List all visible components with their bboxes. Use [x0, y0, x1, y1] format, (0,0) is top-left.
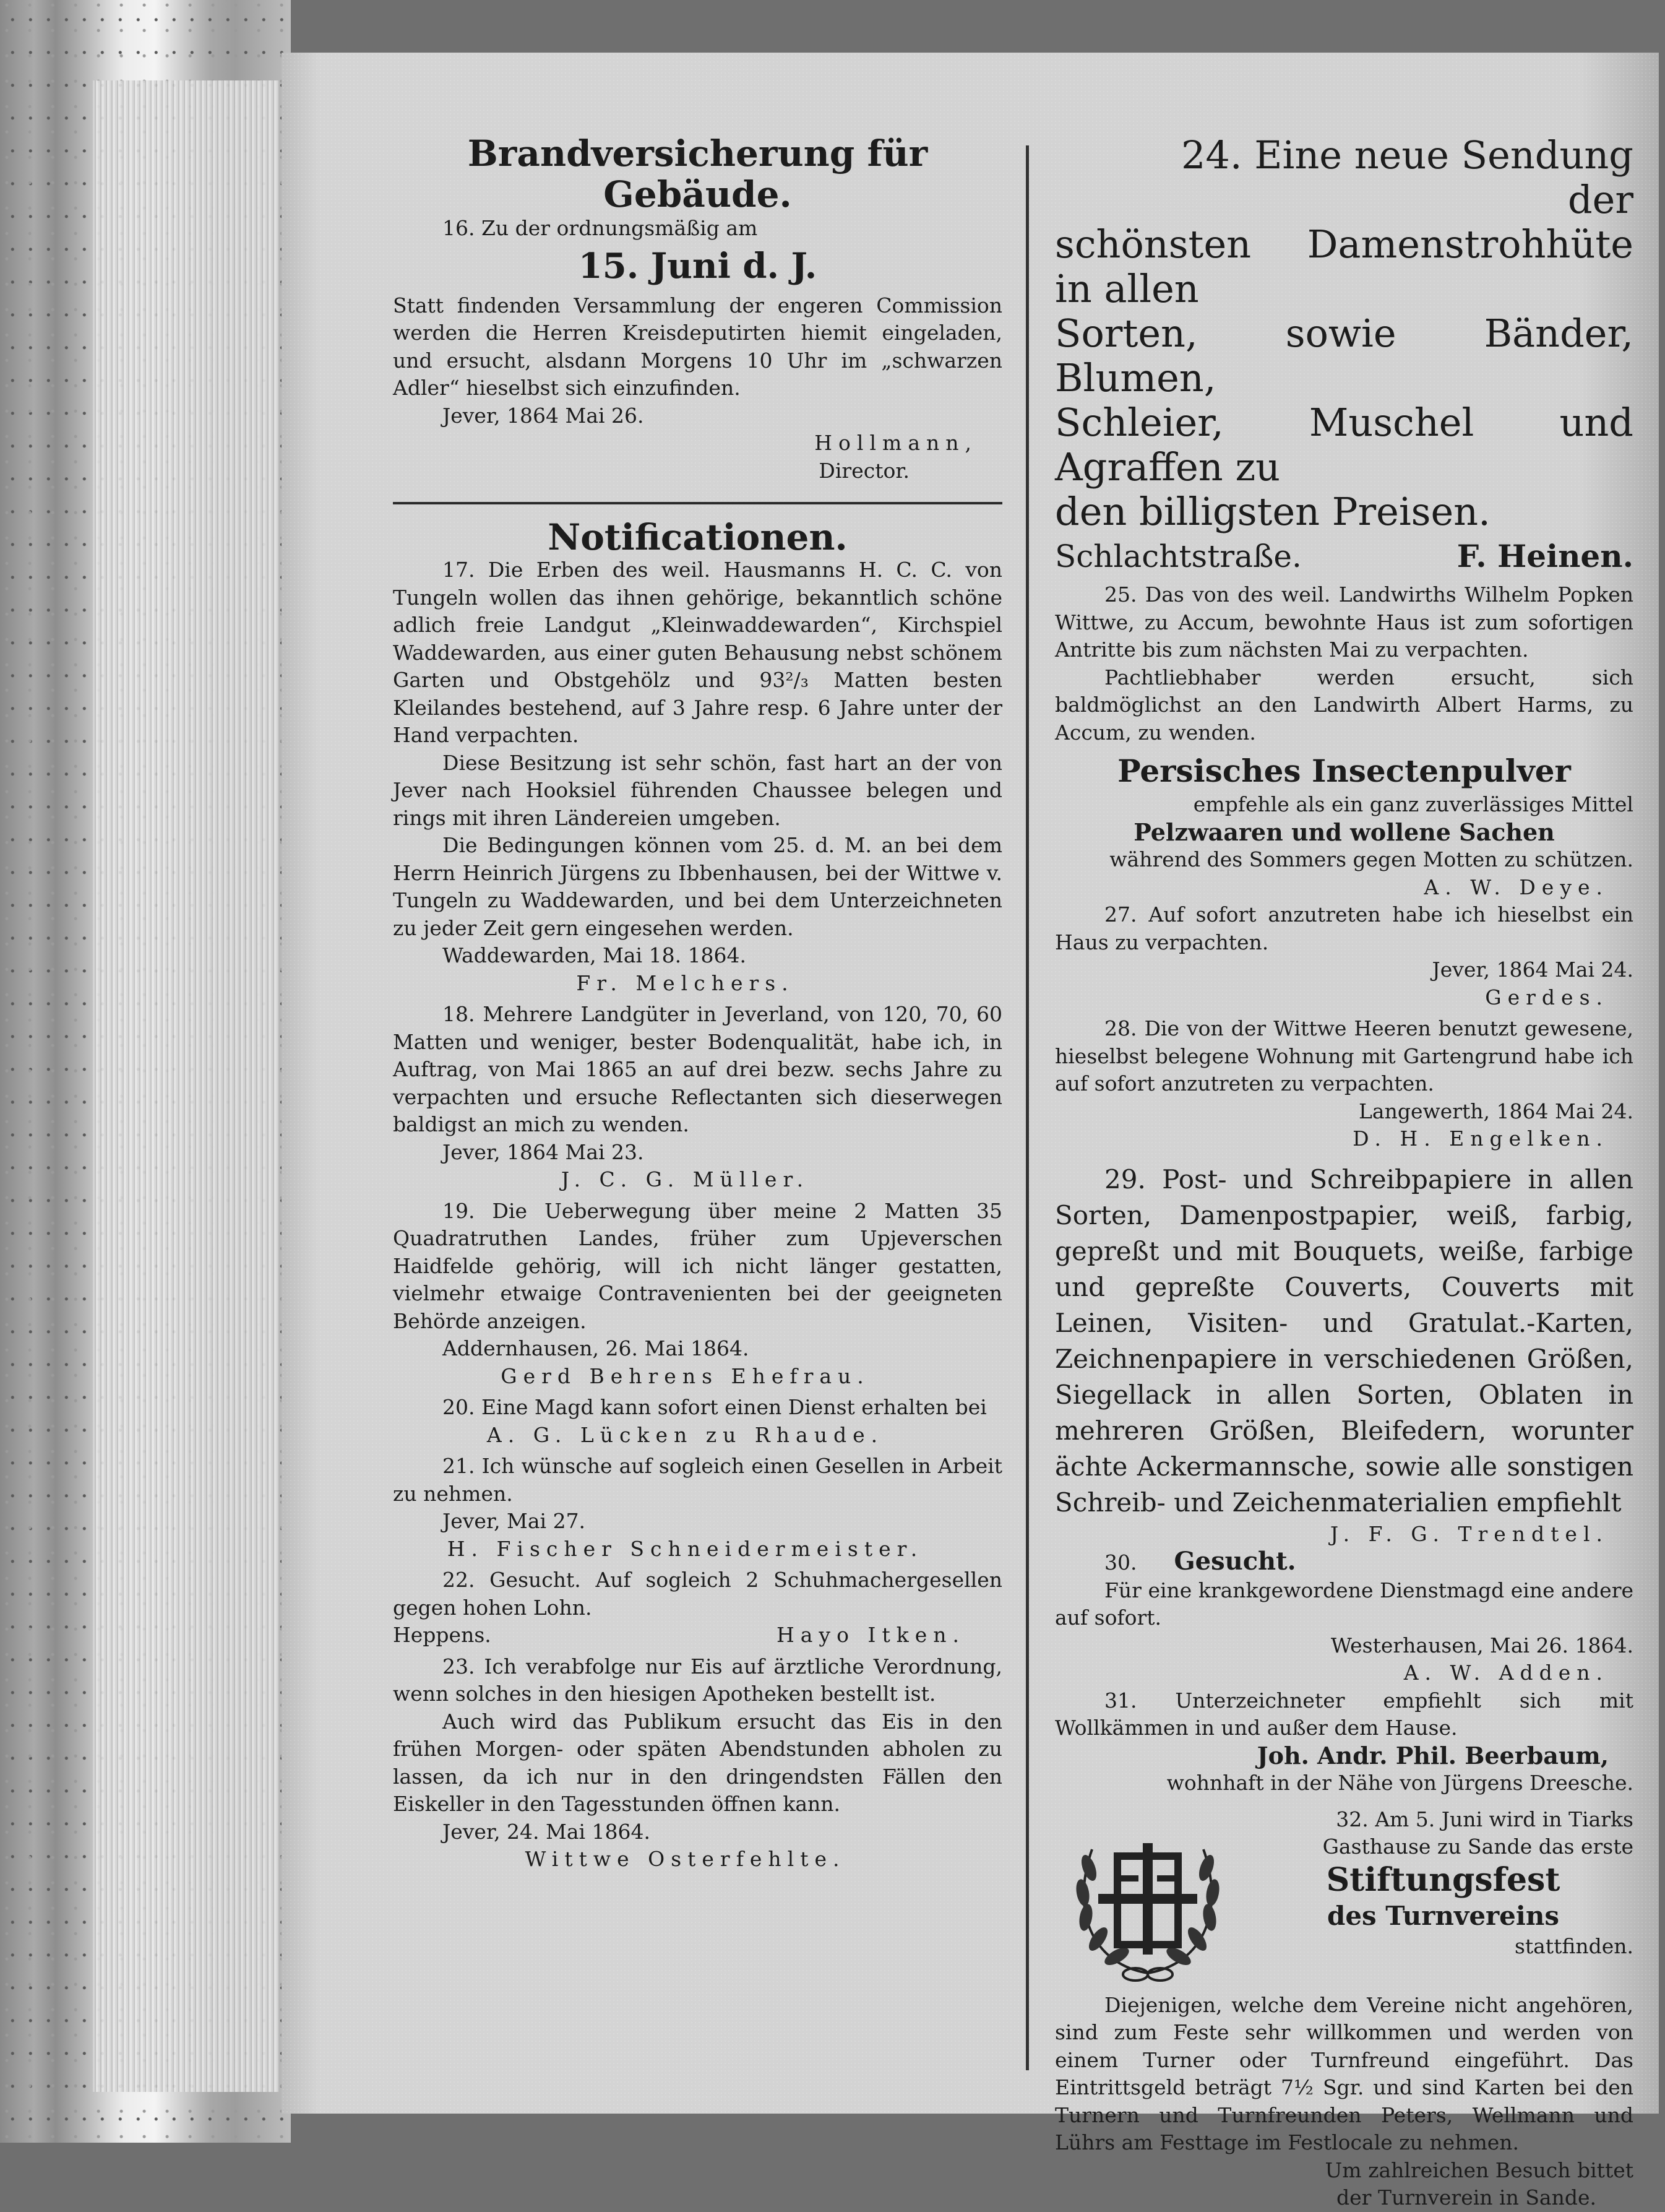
notice-20-p1: 20. Eine Magd kann sofort einen Dienst erhalten bei	[442, 1395, 987, 1419]
right-column	[1055, 133, 1633, 2212]
section-rule	[393, 502, 1002, 504]
notice-18-p1: 18. Mehrere Landgüter in Jeverland, von 120, 70, 60 Matten und weniger, bester Bodenqualität, habe ich, in Auftrag, von Mai 1865 an auf drei bezw. sechs Jahre zu verpachten und ersuche Reflectanten sich dieserwegen baldigst an mich zu wenden.	[393, 1002, 1002, 1136]
notice-18-place-date: Jever, 1864 Mai 23.	[442, 1139, 644, 1164]
notice-24-line-5: den billigsten Preisen.	[1055, 489, 1491, 534]
notice-32-intro-2: Gasthause zu Sande das erste	[1322, 1834, 1633, 1859]
notice-24-line-4: Schleier, Muschel und Agraffen zu	[1055, 400, 1633, 490]
notice-32-signer: der Turnverein in Sande.	[1336, 2185, 1596, 2210]
newspaper-page	[282, 53, 1659, 2210]
turner-wreath-emblem-icon	[1055, 1806, 1241, 1992]
notice-17-signer: Fr. Melchers.	[576, 970, 794, 995]
notice-16-date: 15. Juni d. J.	[578, 245, 817, 287]
section-title-brandversicherung: Brandversicherung für Gebäude.	[467, 132, 928, 215]
notice-26-line-2: Pelzwaaren und wollene Sachen	[1134, 818, 1555, 846]
notice-16-intro: 16. Zu der ordnungsmäßig am	[442, 216, 758, 240]
notice-24-line-3: Sorten, sowie Bänder, Blumen,	[1055, 311, 1633, 400]
notice-23-p1: 23. Ich verabfolge nur Eis auf ärztliche Verordnung, wenn solches in den hiesigen Apotheken bestellt ist.	[393, 1654, 1002, 1706]
notice-27-signer: Gerdes.	[1485, 985, 1609, 1009]
notice-25-p1: 25. Das von des weil. Landwirths Wilhelm Popken Wittwe, zu Accum, bewohnte Haus ist zum sofortigen Antritte bis zum nächsten Mai zu verpachten.	[1055, 582, 1633, 662]
notice-20-signer: A. G. Lücken zu Rhaude.	[486, 1422, 884, 1447]
notice-24-heading	[1055, 133, 1633, 534]
notice-24-line-2: schönsten Damenstrohhüte in allen	[1055, 222, 1633, 311]
notice-29-p1: 29. Post- und Schreibpapiere in allen Sorten, Damenpostpapier, weiß, farbig, gepreßt und mit Bouquets, weiße, farbige und gepreßte Couverts, Couverts mit Leinen, Visiten- und Gratulat.-Karten, Zeichnenpapiere in verschiedenen Größen, Siegellack in allen Sorten, Oblaten in mehreren Größen, Bleifedern, worunter ächte Ackermannsche, sowie alle sonstigen Schreib- und Zeichenmaterialien empfiehlt	[1055, 1164, 1633, 1518]
notice-30-number: 30.	[1104, 1550, 1137, 1575]
notice-32-intro-1: 32. Am 5. Juni wird in Tiarks	[1336, 1807, 1633, 1831]
notice-23-p2: Auch wird das Publikum ersucht das Eis in den frühen Morgen- oder späten Abendstunden abholen zu lassen, da ich nur in den dringendsten Fällen den Eiskeller in den Tagesstunden öffnen kann.	[393, 1709, 1002, 1816]
notice-16-signer: Hollmann,	[814, 431, 978, 455]
notice-30-signer: A. W. Adden.	[1403, 1661, 1609, 1685]
notice-22-place: Heppens.	[393, 1623, 491, 1647]
notice-19-place-date: Addernhausen, 26. Mai 1864.	[442, 1336, 749, 1360]
notice-28-signer: D. H. Engelken.	[1353, 1126, 1609, 1151]
notice-18-signer: J. C. G. Müller.	[561, 1167, 810, 1191]
notice-32-title: Stiftungsfest	[1326, 1860, 1560, 1899]
notice-21-p1: 21. Ich wünsche auf sogleich einen Gesellen in Arbeit zu nehmen.	[393, 1454, 1002, 1506]
notice-26-line-1: empfehle als ein ganz zuverlässiges Mittel	[1193, 792, 1633, 816]
notice-22-p1: 22. Gesucht. Auf sogleich 2 Schuhmachergesellen gegen hohen Lohn.	[393, 1568, 1002, 1620]
notice-16-body: Statt findenden Versammlung der engeren Commission werden die Herren Kreisdeputirten hiemit eingeladen, und ersucht, alsdann Morgens 10 Uhr im „schwarzen Adler“ hieselbst sich einzufinden.	[393, 293, 1002, 400]
notice-32-closing: Um zahlreichen Besuch bittet	[1325, 2158, 1633, 2182]
notice-30-place-date: Westerhausen, Mai 26. 1864.	[1330, 1633, 1633, 1657]
column-divider	[1026, 145, 1029, 2070]
notice-24-line-1: 24. Eine neue Sendung der	[1181, 132, 1633, 222]
notice-28-p1: 28. Die von der Wittwe Heeren benutzt gewesene, hieselbst belegene Wohnung mit Gartengrund habe ich auf sofort anzutreten zu verpachten.	[1055, 1016, 1633, 1095]
notice-32-p1: Diejenigen, welche dem Vereine nicht angehören, sind zum Feste sehr willkommen und werden von einem Turner oder Turnfreund eingeführt. Das Eintrittsgeld beträgt 7½ Sgr. und sind Karten bei den Turnern und Turnfreunden Peters, Wellmann und Lührs am Festtage im Festlocale zu nehmen.	[1055, 1992, 1633, 2154]
notice-30-title: Gesucht.	[1174, 1547, 1296, 1576]
notice-26-title: Persisches Insectenpulver	[1117, 753, 1571, 789]
notice-23-place-date: Jever, 24. Mai 1864.	[442, 1819, 651, 1844]
notice-21-signer: H. Fischer Schneidermeister.	[447, 1536, 924, 1561]
notice-31-address: wohnhaft in der Nähe von Jürgens Dreesche.	[1166, 1771, 1633, 1795]
notice-17-p2: Diese Besitzung ist sehr schön, fast hart an der von Jever nach Hooksiel führenden Chaussee belegen und rings mit ihren Ländereien umgeben.	[393, 750, 1002, 830]
notice-23-signer: Wittwe Osterfehlte.	[525, 1847, 846, 1871]
notice-30-p1: Für eine krankgewordene Dienstmagd eine andere auf sofort.	[1055, 1578, 1633, 1630]
notice-26-line-3: während des Sommers gegen Motten zu schützen.	[1109, 847, 1633, 871]
notice-19-signer: Gerd Behrens Ehefrau.	[501, 1363, 870, 1388]
notice-17-p3: Die Bedingungen können vom 25. d. M. an bei dem Herrn Heinrich Jürgens zu Ibbenhausen, bei der Wittwe v. Tungeln zu Waddewarden, und bei dem Unterzeichneten zu jeder Zeit gern eingesehen werden.	[393, 833, 1002, 940]
notice-25-p2: Pachtliebhaber werden ersucht, sich baldmöglichst an den Landwirth Albert Harms, zu Accum, zu wenden.	[1055, 665, 1633, 745]
notice-31-p1: 31. Unterzeichneter empfiehlt sich mit Wollkämmen in und außer dem Hause.	[1055, 1688, 1633, 1740]
notice-26-signer: A. W. Deye.	[1424, 875, 1609, 899]
notice-27-p1: 27. Auf sofort anzutreten habe ich hieselbst ein Haus zu verpachten.	[1055, 902, 1633, 954]
notice-21-place-date: Jever, Mai 27.	[442, 1509, 586, 1533]
page-stack	[93, 80, 278, 2092]
notice-28-place-date: Langewerth, 1864 Mai 24.	[1358, 1099, 1633, 1123]
notice-32-after: stattfinden.	[1514, 1933, 1633, 1958]
notice-27-place-date: Jever, 1864 Mai 24.	[1432, 957, 1633, 982]
notice-31-signer: Joh. Andr. Phil. Beerbaum,	[1257, 1741, 1609, 1769]
notice-29-signer: J. F. G. Trendtel.	[1330, 1521, 1609, 1546]
section-title-notificationen: Notificationen.	[548, 516, 848, 558]
notice-32	[1055, 1806, 1633, 1992]
notice-17-place-date: Waddewarden, Mai 18. 1864.	[442, 943, 747, 967]
notice-24-signer: F. Heinen.	[1456, 538, 1633, 574]
notice-17-p1: 17. Die Erben des weil. Hausmanns H. C. C. von Tungeln wollen das ihnen gehörige, bekanntlich schöne adlich freie Landgut „Kleinwaddewarden“, Kirchspiel Waddewarden, aus einer guten Behausung nebst schönem Garten und Obstgehölz und 93²/₃ Matten besten Kleilandes bestehend, auf 3 Jahre resp. 6 Jahre unter der Hand verpachten.	[393, 558, 1002, 747]
notice-24-street: Schlachtstraße.	[1055, 538, 1302, 574]
notice-22-signer: Hayo Itken.	[776, 1623, 965, 1647]
notice-16-place-date: Jever, 1864 Mai 26.	[442, 403, 644, 428]
left-column	[393, 133, 1002, 1873]
notice-32-text	[1253, 1806, 1633, 1961]
notice-16-role: Director.	[819, 458, 910, 483]
notice-32-subtitle: des Turnvereins	[1327, 1900, 1560, 1931]
notice-19-p1: 19. Die Ueberwegung über meine 2 Matten 35 Quadratruthen Landes, früher zum Upjeverschen Haidfelde gehörig, will ich nicht länger gestatten, vielmehr etwaige Contravenienten bei der geeigneten Behörde anzeigen.	[393, 1198, 1002, 1333]
